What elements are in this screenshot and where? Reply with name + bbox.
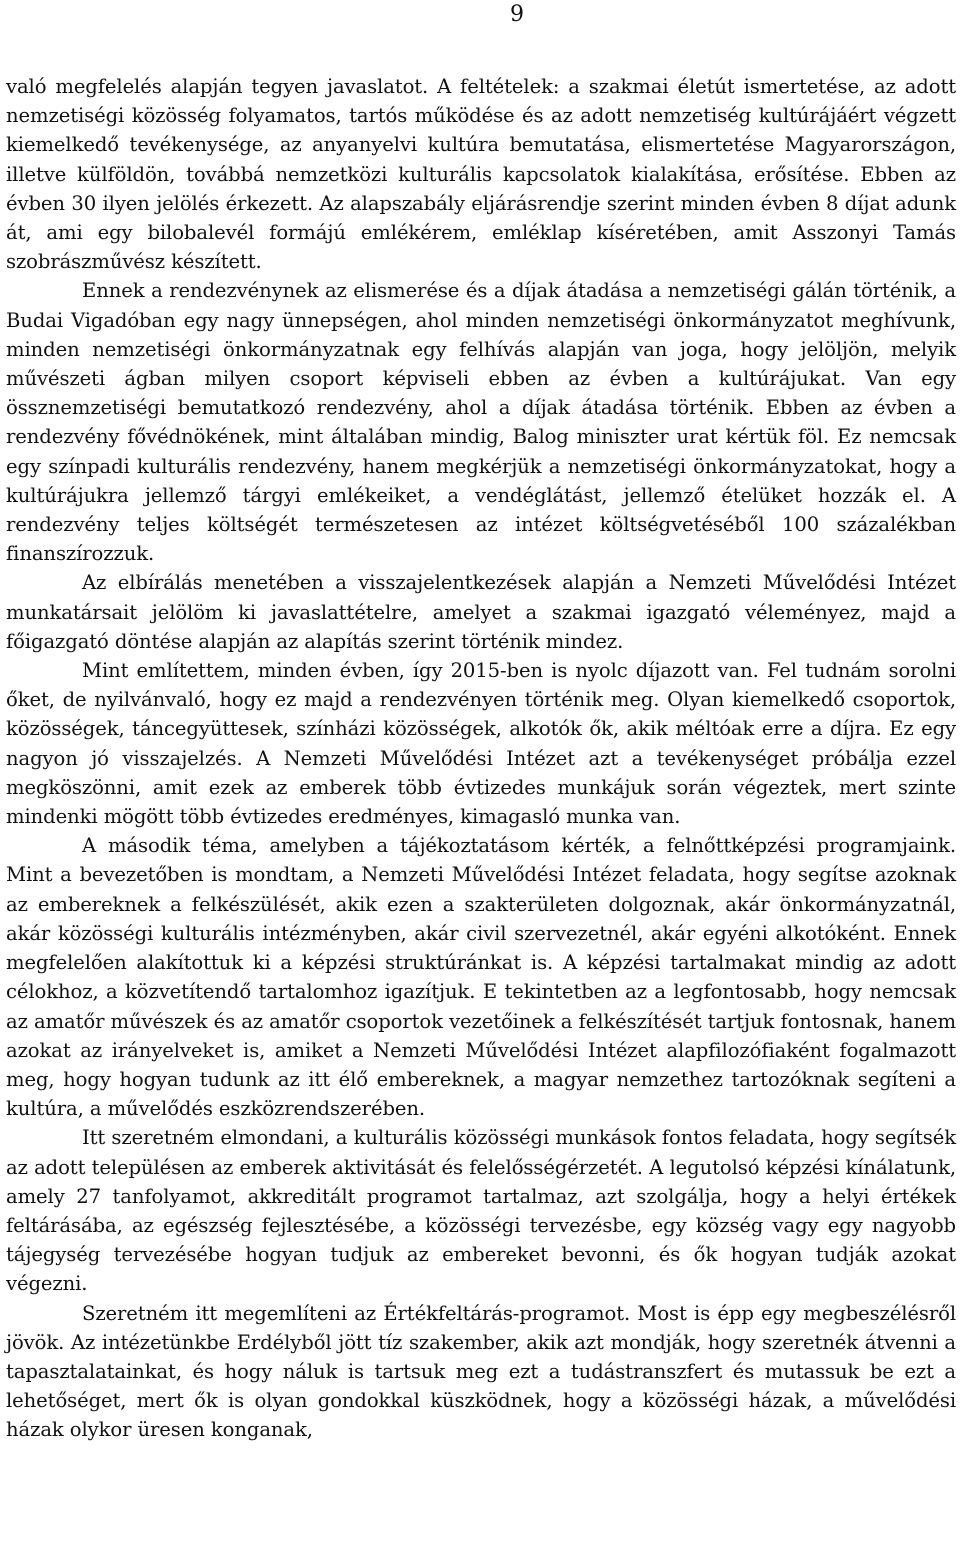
paragraph: Az elbírálás menetében a visszajelentkezések alapján a Nemzeti Művelődési Intézet munkatársait jelölöm ki javaslattételre, amelyet a szakmai igazgató véleményez, majd a főigazgató döntése alapján az alapítás szerint történik mindez. (6, 571, 956, 653)
paragraph: Itt szeretném elmondani, a kulturális közösségi munkások fontos feladata, hogy segítsék az adott településen az emberek aktivitását és felelősségérzetét. A legutolsó képzési kínálatunk, amely 27 tanfolyamot, akkreditált programot tartalmaz, azt szolgálja, hogy a helyi értékek feltárásába, az egészség fejlesztésébe, a közösségi tervezésbe, egy község vagy egy nagyobb tájegység tervezésébe hogyan tudjuk az embereket bevonni, és ők hogyan tudják azokat végezni. (6, 1126, 956, 1296)
paragraph: A második téma, amelyben a tájékoztatásom kérték, a felnőttképzési programjaink. Mint a bevezetőben is mondtam, a Nemzeti Művelődési Intézet feladata, hogy segítse azoknak az embereknek a felkészülését, akik ezen a szakterületen dolgoznak, akár önkormányzatnál, akár közösségi kulturális intézményben, akár civil szervezetnél, akár egyéni alkotóként. Ennek megfelelően alakítottuk ki a képzési struktúránkat is. A képzési tartalmakat mindig az adott célokhoz, a közvetítendő tartalomhoz igazítjuk. E tekintetben az a legfontosabb, hogy nemcsak az amatőr művészek és az amatőr csoportok vezetőinek a felkészítését tartjuk fontosnak, hanem azokat az irányelveket is, amiket a Nemzeti Művelődési Intézet alapfilozófiaként fogalmazott meg, hogy hogyan tudunk az itt élő embereknek, a magyar nemzethez tartozóknak segíteni a kultúra, a művelődés eszközrendszerében. (6, 834, 956, 1121)
paragraph: Szeretném itt megemlíteni az Értékfeltárás-programot. Most is épp egy megbeszélésről jövök. Az intézetünkbe Erdélyből jött tíz szakember, akik azt mondják, hogy szeretnék átvenni a tapasztalatainkat, és hogy náluk is tartsuk meg ezt a tudástranszfert és mutassuk be ezt a lehetőséget, mert ők is olyan gondokkal küszködnek, hogy a közösségi házak, a művelődési házak olykor üresen konganak, (6, 1301, 956, 1442)
document-body (6, 72, 956, 1445)
paragraph: Ennek a rendezvénynek az elismerése és a díjak átadása a nemzetiségi gálán történik, a Budai Vigadóban egy nagy ünnepségen, ahol minden nemzetiségi önkormányzatot meghívunk, minden nemzetiségi önkormányzatnak egy felhívás alapján van joga, hogy jelöljön, melyik művészeti ágban milyen csoport képviseli ebben az évben a kultúrájukat. Van egy össznemzetiségi bemutatkozó rendezvény, ahol a díjak átadása történik. Ebben az évben a rendezvény fővédnökének, mint általában mindig, Balog miniszter urat kértük föl. Ez nemcsak egy színpadi kulturális rendezvény, hanem megkérjük a nemzetiségi önkormányzatokat, hogy a kultúrájukra jellemző tárgyi emlékeiket, a vendéglátást, jellemző ételüket hozzák el. A rendezvény teljes költségét természetesen az intézet költségvetéséből 100 százalékban finanszírozzuk. (6, 279, 956, 566)
paragraph: Mint említettem, minden évben, így 2015-ben is nyolc díjazott van. Fel tudnám sorolni őket, de nyilvánvaló, hogy ez majd a rendezvényen történik meg. Olyan kiemelkedő csoportok, közösségek, táncegyüttesek, színházi közösségek, alkotók ők, akik méltóak erre a díjra. Ez egy nagyon jó visszajelzés. A Nemzeti Művelődési Intézet azt a tevékenységet próbálja ezzel megköszönni, amit ezek az emberek több évtizedes munkájuk során végeztek, mert szinte mindenki mögött több évtizedes eredményes, kimagasló munka van. (6, 659, 956, 829)
page-number: 9 (510, 2, 524, 27)
paragraph: való megfelelés alapján tegyen javaslatot. A feltételek: a szakmai életút ismertetése, az adott nemzetiségi közösség folyamatos, tartós működése és az adott nemzetiség kultúrájáért végzett kiemelkedő tevékenysége, az anyanyelvi kultúra bemutatása, elismertetése Magyarországon, illetve külföldön, továbbá nemzetközi kulturális kapcsolatok kialakítása, erősítése. Ebben az évben 30 ilyen jelölés érkezett. Az alapszabály eljárásrendje szerint minden évben 8 díjat adunk át, ami egy bilobalevél formájú emlékérem, emléklap kíséretében, amit Asszonyi Tamás szobrászművész készített. (6, 75, 956, 274)
